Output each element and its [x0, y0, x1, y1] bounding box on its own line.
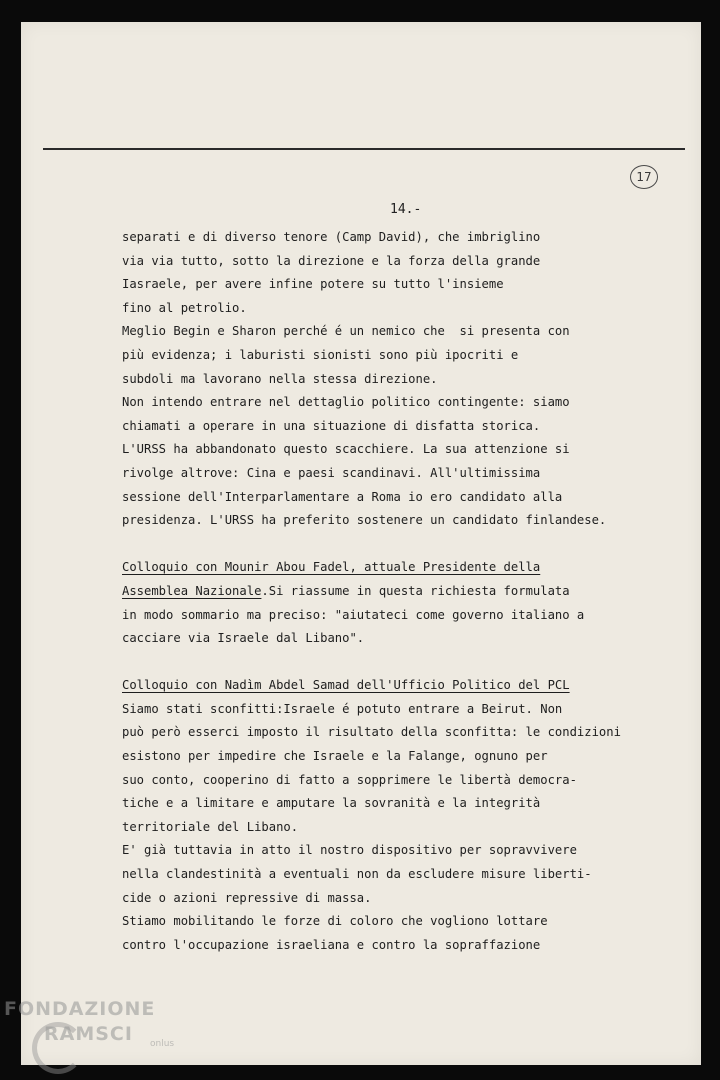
body-line	[122, 839, 682, 863]
body-line	[122, 438, 682, 462]
line-text: chiamati a operare in una situazione di disfatta storica.	[122, 418, 541, 433]
body-line	[122, 344, 682, 368]
line-text: cide o azioni repressive di massa.	[122, 890, 372, 905]
body-line	[122, 816, 682, 840]
line-text: rivolge altrove: Cina e paesi scandinavi. All'ultimissima	[122, 465, 541, 480]
body-line	[122, 604, 682, 628]
body-line	[122, 910, 682, 934]
annotation-number: 17	[636, 170, 652, 184]
body-line	[122, 887, 682, 911]
line-text: via via tutto, sotto la direzione e la forza della grande	[122, 253, 541, 268]
body-line	[122, 297, 682, 321]
body-line	[122, 462, 682, 486]
watermark-line-2: RAMSCI	[44, 1023, 133, 1045]
line-text: .Si riassume in questa richiesta formulata	[261, 583, 570, 598]
body-line	[122, 273, 682, 297]
watermark-logo	[4, 1000, 174, 1049]
line-text: Siamo stati sconfitti:Israele é potuto entrare a Beirut. Non	[122, 701, 563, 716]
body-line	[122, 627, 682, 651]
line-text: nella clandestinità a eventuali non da escludere misure liberti-	[122, 867, 592, 882]
line-text: in modo sommario ma preciso: "aiutateci come governo italiano a	[122, 607, 585, 622]
body-line	[122, 745, 682, 769]
paragraph-gap	[122, 533, 682, 557]
line-text: E' già tuttavia in atto il nostro dispositivo per sopravvivere	[122, 843, 577, 858]
line-text: Iasraele, per avere infine potere su tutto l'insieme	[122, 277, 504, 292]
line-text: separati e di diverso tenore (Camp David), che imbriglino	[122, 230, 541, 244]
body-line	[122, 486, 682, 510]
line-text: contro l'occupazione israeliana e contro la sopraffazione	[122, 937, 541, 952]
body-line	[122, 415, 682, 439]
line-text: Non intendo entrare nel dettaglio politico contingente: siamo	[122, 395, 570, 410]
line-text: L'URSS ha abbandonato questo scacchiere. La sua attenzione si	[122, 442, 570, 457]
watermark-line-3: onlus	[150, 1039, 175, 1049]
body-line	[122, 674, 682, 698]
header-rule	[43, 148, 685, 150]
body-line	[122, 580, 682, 604]
document-body	[122, 226, 682, 957]
line-text: più evidenza; i laburisti sionisti sono più ipocriti e	[122, 347, 519, 362]
underlined-heading: Colloquio con Nadìm Abdel Samad dell'Ufficio Politico del PCL	[122, 678, 570, 693]
line-text: tiche e a limitare e amputare la sovranità e la integrità	[122, 796, 541, 811]
line-text: sessione dell'Interparlamentare a Roma io ero candidato alla	[122, 489, 563, 504]
line-text: presidenza. L'URSS ha preferito sostenere un candidato finlandese.	[122, 513, 607, 528]
line-text: cacciare via Israele dal Libano".	[122, 631, 365, 646]
line-text: territoriale del Libano.	[122, 819, 299, 834]
line-text: esistono per impedire che Israele e la Falange, ognuno per	[122, 749, 548, 764]
underlined-heading: Assemblea Nazionale	[122, 583, 262, 598]
page-annotation-circled	[630, 165, 658, 189]
paragraph-gap	[122, 651, 682, 675]
watermark-g-icon	[32, 1022, 84, 1074]
body-line	[122, 556, 682, 580]
body-line	[122, 769, 682, 793]
body-line	[122, 320, 682, 344]
line-text: può però esserci imposto il risultato della sconfitta: le condizioni	[122, 725, 621, 740]
page-number: 14.-	[390, 202, 422, 217]
body-line	[122, 226, 682, 250]
body-line	[122, 509, 682, 533]
body-line	[122, 721, 682, 745]
underlined-heading: Colloquio con Mounir Abou Fadel, attuale Presidente della	[122, 560, 541, 575]
body-line	[122, 250, 682, 274]
line-text: fino al petrolio.	[122, 300, 247, 315]
line-text: Meglio Begin e Sharon perché é un nemico che si presenta con	[122, 324, 570, 339]
body-line	[122, 698, 682, 722]
body-line	[122, 934, 682, 958]
watermark-line-1: FONDAZIONE	[4, 998, 156, 1020]
body-line	[122, 391, 682, 415]
line-text: subdoli ma lavorano nella stessa direzione.	[122, 371, 438, 386]
body-line	[122, 792, 682, 816]
line-text: Stiamo mobilitando le forze di coloro che vogliono lottare	[122, 914, 548, 929]
line-text: suo conto, cooperino di fatto a sopprimere le libertà democra-	[122, 772, 577, 787]
body-line	[122, 368, 682, 392]
body-line	[122, 863, 682, 887]
